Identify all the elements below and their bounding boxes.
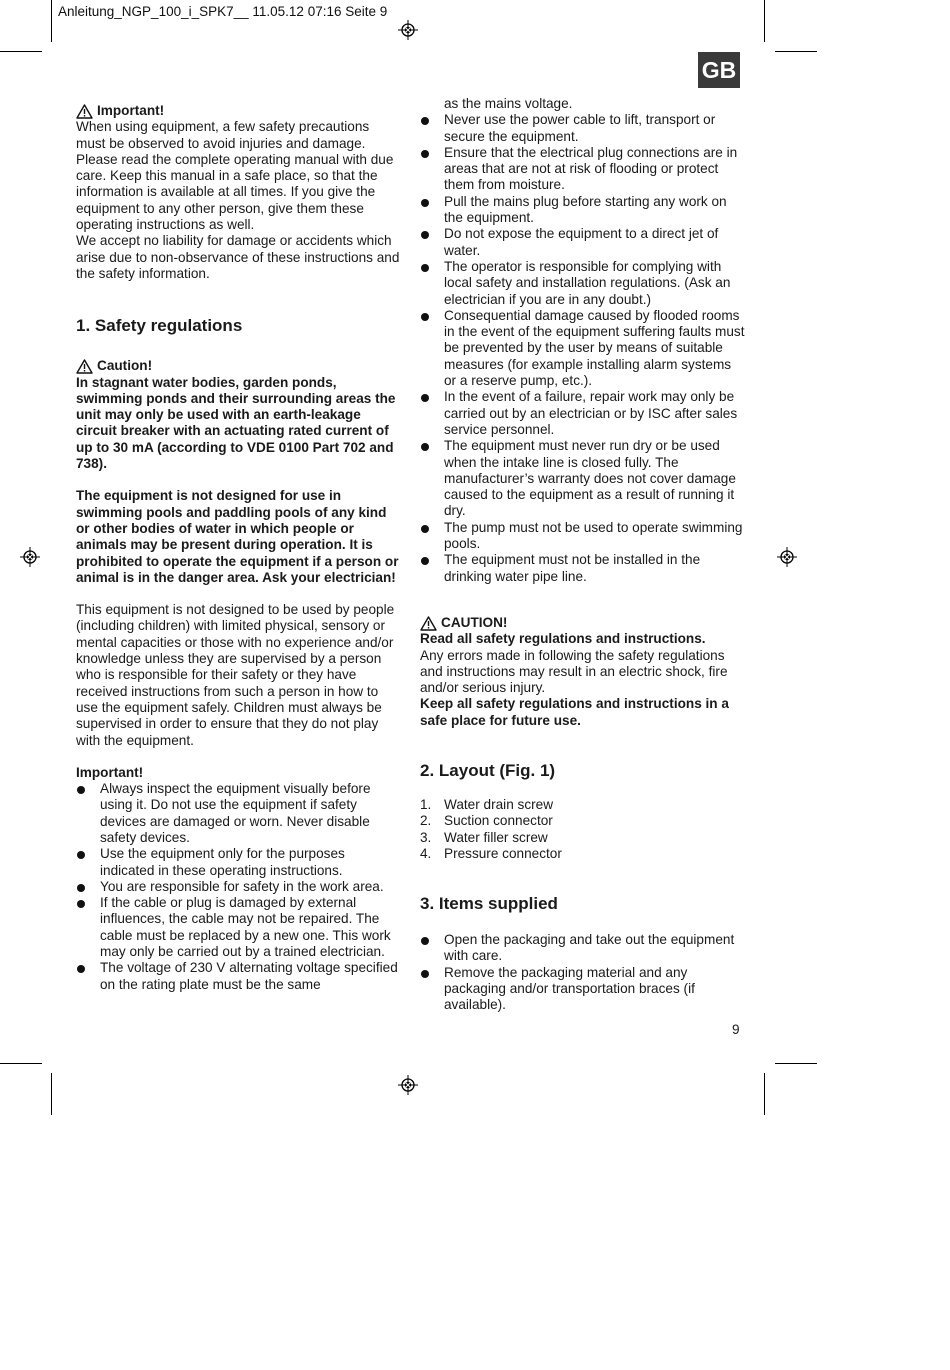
- list-item: The equipment must never run dry or be used when the intake line is closed fully. The manufacturer’s warranty does not cover damage caused to the equipment as a result of running it dry.: [420, 438, 745, 519]
- crop-mark-bottom-right-h: [775, 1063, 817, 1064]
- people-paragraph: This equipment is not designed to be used by people (including children) with limited physical, sensory or mental capacities or those with no experience and/or knowledge unless they are supervised by a person who is responsible for their safety or they have received instructions from such a person in how to use the equipment safely. Children must always be supervised in order to ensure that they do not play with the equipment.: [76, 602, 395, 748]
- important-paragraph-1: When using equipment, a few safety precautions must be observed to avoid injuries and damage. Please read the complete operating manual with due care. Keep this manual in a safe place, so that the information is available at all times. If you give the equipment to any other person, give them these operating instructions as well.: [76, 119, 394, 233]
- file-header-text: Anleitung_NGP_100_i_SPK7__ 11.05.12 07:16 Seite 9: [58, 4, 388, 19]
- bullet-icon: [77, 884, 85, 892]
- section-heading-layout: 2. Layout (Fig. 1): [420, 760, 556, 780]
- registration-mark-right: [777, 547, 797, 567]
- crop-mark-top-right-v: [764, 0, 765, 42]
- list-item: 3. Water filler screw: [420, 829, 548, 845]
- bullet-icon: [77, 965, 85, 973]
- list-item: Always inspect the equipment visually before using it. Do not use the equipment if safety devices are damaged or worn. Never disable safety devices.: [76, 781, 401, 846]
- bullet-icon: [421, 557, 429, 565]
- language-badge: GB: [698, 52, 740, 88]
- warning-triangle-icon: [420, 616, 437, 631]
- right-column: [420, 96, 745, 1014]
- list-item: You are responsible for safety in the work area.: [76, 879, 401, 895]
- bullet-icon: [421, 264, 429, 272]
- bullet-icon: [421, 117, 429, 125]
- important-title: Important!: [97, 103, 165, 118]
- bullet-icon: [421, 443, 429, 451]
- page-number: 9: [732, 1022, 740, 1037]
- caution-heading: [76, 358, 401, 374]
- list-item: Open the packaging and take out the equipment with care.: [420, 932, 745, 965]
- crop-mark-bottom-left-v: [51, 1073, 52, 1115]
- list-item: The operator is responsible for complying with local safety and installation regulations. (Ask an electrician if you are in any doubt.): [420, 259, 745, 308]
- list-item: Ensure that the electrical plug connections are in areas that are not at risk of flooding or protect them from moisture.: [420, 145, 745, 194]
- registration-mark-left: [20, 547, 40, 567]
- list-item: Do not expose the equipment to a direct jet of water.: [420, 226, 745, 259]
- warning-triangle-icon: [76, 104, 93, 119]
- list-item: Use the equipment only for the purposes indicated in these operating instructions.: [76, 846, 401, 879]
- left-column: [76, 103, 401, 993]
- registration-mark-bottom: [398, 1075, 418, 1095]
- crop-mark-bottom-left-h: [0, 1063, 42, 1064]
- caution-2-paragraph: Any errors made in following the safety regulations and instructions may result in an electric shock, fire and/or serious injury.: [420, 647, 728, 696]
- important-2-title: Important!: [76, 764, 144, 780]
- bullet-icon: [77, 851, 85, 859]
- list-item: If the cable or plug is damaged by external influences, the cable may not be repaired. The cable must be replaced by a new one. This work may only be carried out by a trained electrician.: [76, 895, 401, 960]
- important-heading: [76, 103, 401, 119]
- bullet-icon: [421, 313, 429, 321]
- list-item: Never use the power cable to lift, transport or secure the equipment.: [420, 112, 745, 145]
- crop-mark-top-left-h: [0, 51, 42, 52]
- bullet-icon: [77, 786, 85, 794]
- left-bullet-list: [76, 781, 401, 993]
- caution-paragraph-1: In stagnant water bodies, garden ponds, swimming ponds and their surrounding areas the unit may only be used with an earth-leakage circuit breaker with an actuating rated current of up to 30 mA (according to VDE 0100 Part 702 and 738).: [76, 374, 396, 472]
- bullet-icon: [421, 525, 429, 533]
- list-item: Consequential damage caused by flooded rooms in the event of the equipment suffering faults must be prevented by the user by means of suitable measures (for example installing alarm systems or a reserve pump, etc.).: [420, 308, 745, 389]
- bullet-icon: [421, 231, 429, 239]
- caution-2-heading: [420, 615, 745, 631]
- bullet-icon: [421, 394, 429, 402]
- list-item: The pump must not be used to operate swimming pools.: [420, 520, 745, 553]
- list-item: The voltage of 230 V alternating voltage specified on the rating plate must be the same: [76, 960, 401, 993]
- list-item: Pull the mains plug before starting any work on the equipment.: [420, 194, 745, 227]
- list-item-continuation: as the mains voltage.: [444, 96, 573, 111]
- right-bullet-list: [420, 96, 745, 585]
- section-heading-safety: 1. Safety regulations: [76, 316, 243, 336]
- crop-mark-bottom-right-v: [764, 1073, 765, 1115]
- list-item: In the event of a failure, repair work may only be carried out by an electrician or by ISC after sales service personnel.: [420, 389, 745, 438]
- warning-triangle-icon: [76, 359, 93, 374]
- important-paragraph-2: We accept no liability for damage or accidents which arise due to non-observance of these instructions and the safety information.: [76, 233, 400, 281]
- caution-title: Caution!: [97, 358, 153, 374]
- caution-2-bold-2: Keep all safety regulations and instructions in a safe place for future use.: [420, 696, 729, 728]
- items-supplied-list: [420, 932, 745, 1013]
- caution-2-bold-1: Read all safety regulations and instructions.: [420, 631, 706, 647]
- bullet-icon: [421, 970, 429, 978]
- layout-list: [420, 797, 745, 862]
- caution-paragraph-2: The equipment is not designed for use in swimming pools and paddling pools of any kind or other bodies of water in which people or animals may be present during operation. It is prohibited to operate the equipment if a person or animal is in the danger area. Ask your electrician!: [76, 488, 399, 585]
- caution-2-title: CAUTION!: [441, 614, 508, 630]
- crop-mark-top-right-h: [775, 51, 817, 52]
- list-item: Remove the packaging material and any packaging and/or transportation braces (if available).: [420, 965, 745, 1014]
- section-heading-items-supplied: 3. Items supplied: [420, 894, 558, 914]
- list-item: The equipment must not be installed in the drinking water pipe line.: [420, 552, 745, 585]
- list-item: 4. Pressure connector: [420, 845, 562, 861]
- crop-mark-top-left-v: [51, 0, 52, 42]
- list-item: 1. Water drain screw: [420, 796, 554, 812]
- bullet-icon: [77, 900, 85, 908]
- list-item: 2. Suction connector: [420, 813, 553, 829]
- bullet-icon: [421, 150, 429, 158]
- registration-mark-top: [398, 20, 418, 40]
- bullet-icon: [421, 937, 429, 945]
- bullet-icon: [421, 199, 429, 207]
